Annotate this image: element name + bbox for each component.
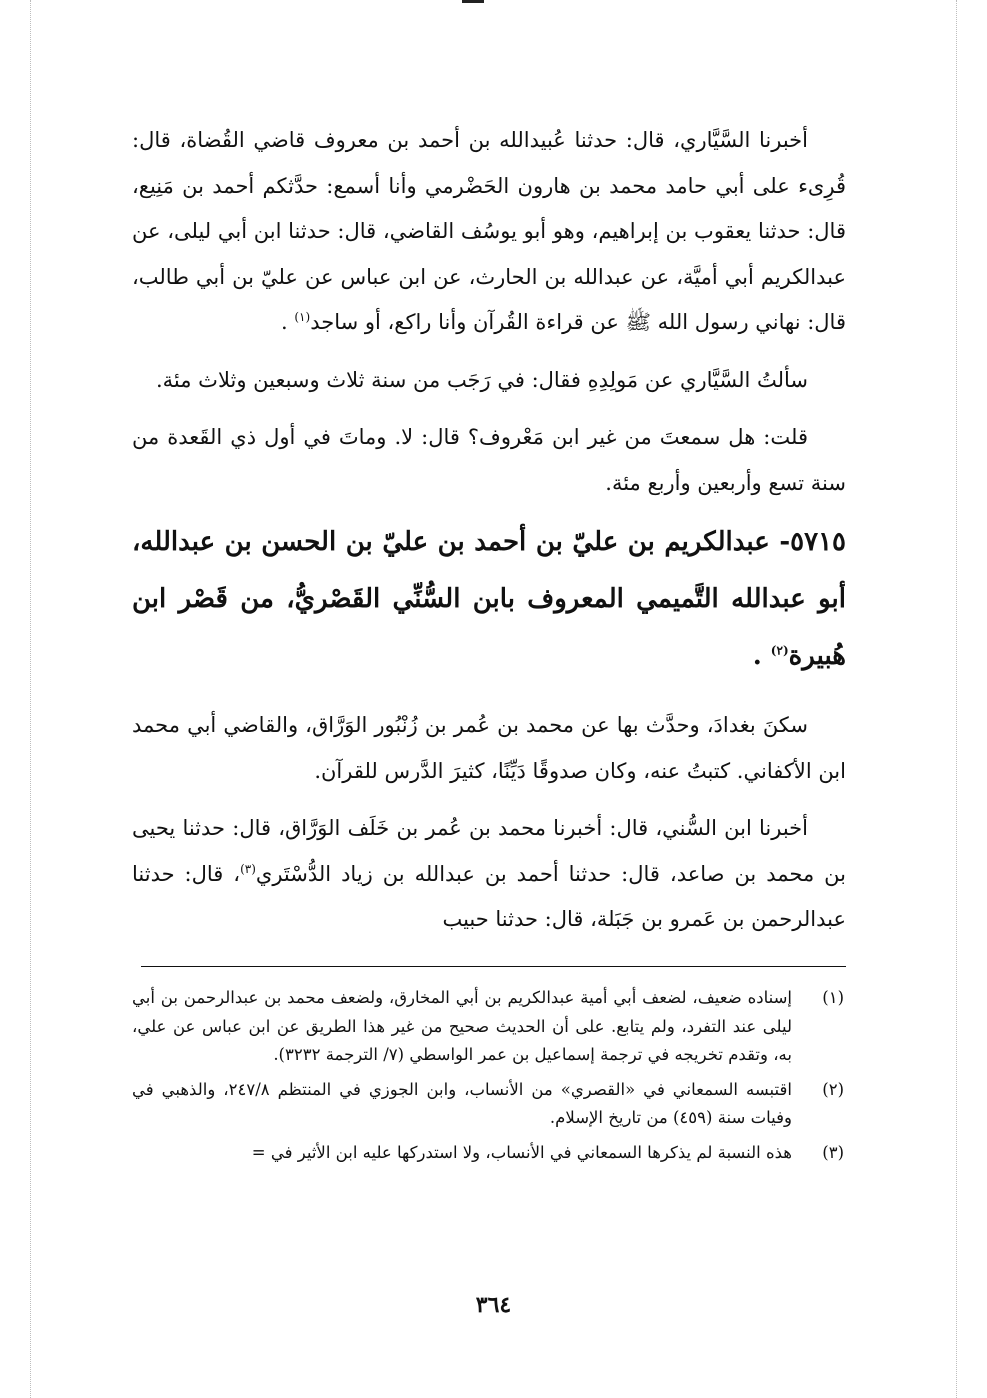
footnote-ref-2: (٢) — [770, 643, 789, 658]
paragraph-chain-2 — [132, 806, 846, 943]
page-number: ٣٦٤ — [475, 1292, 512, 1318]
top-edge-mark — [462, 0, 484, 3]
footnote-text: هذه النسبة لم يذكرها السمعاني في الأنساب، ولا استدركها عليه ابن الأثير في = — [251, 1142, 792, 1162]
main-text — [132, 118, 846, 943]
footnote-number: (٣) — [822, 1142, 844, 1162]
footnote-number: (٢) — [822, 1079, 844, 1099]
paragraph-text-cont: ، قال: حدثنا عبدالرحمن بن عَمرو بن جَبَلة، قال: حدثنا حبيب — [132, 861, 846, 931]
footnote-1 — [132, 984, 844, 1070]
scan-edge-left — [30, 0, 31, 1398]
scan-edge-right — [956, 0, 957, 1398]
paragraph-hadith-chain — [132, 118, 846, 346]
biography-entry-heading — [132, 514, 846, 685]
footnote-text: إسناده ضعيف، لضعف أبي أمية عبدالكريم بن أبي المخارق، ولضعف محمد بن عبدالرحمن بن أبي ليلى عند التفرد، ولم يتابع. على أن الحديث صحيح من غير هذا الطريق عن ابن عباس عن علي، به، وتقدم تخريجه في ترجمة إسماعيل بن عمر الواسطي (٧/ الترجمة ٣٢٣٢). — [132, 988, 792, 1064]
footnote-ref-3: (٣) — [240, 861, 256, 876]
footnotes — [132, 984, 844, 1173]
paragraph-death: قلت: هل سمعتَ من غير ابن مَعْروف؟ قال: لا. وماتَ في أول ذي القَعدة من سنة تسع وأربعين وأربع مئة. — [132, 425, 846, 495]
footnote-ref-1: (١) — [294, 310, 311, 324]
paragraph-birth: سألتُ السَّيَّاري عن مَولِدِهِ فقال: في رَجَب من سنة ثلاث وسبعين وثلاث مئة. — [155, 367, 808, 392]
entry-title: عبدالكريم بن عليّ بن أحمد بن عليّ بن الحسن بن عبدالله، أبو عبدالله التَّميمي المعروف بابن السُّنِّي القَصْريُّ، من قَصْر ابن هُبيرة — [132, 527, 846, 671]
entry-number: ٥٧١٥- — [779, 527, 846, 557]
footnote-divider — [141, 966, 846, 967]
footnote-3 — [132, 1139, 844, 1168]
footnote-2 — [132, 1076, 844, 1133]
footnote-number: (١) — [822, 988, 844, 1007]
paragraph-text: أخبرنا السَّيَّاري، قال: حدثنا عُبيدالله بن أحمد بن معروف قاضي القُضاة، قال: قُرِىء على أبي حامد محمد بن هارون الحَضْرمي وأنا أسمع: حدَّثكم أحمد بن مَنِيع، قال: حدثنا يعقوب بن إبراهيم، وهو أبو يوسُف القاضي، قال: حدثنا ابن أبي ليلى، عن عبدالكريم أبي أميَّة، عن عبدالله بن الحارث، عن ابن عباس عن عليّ بن أبي طالب، قال: نهاني رسول الله ﷺ عن قراءة القُرآن وأنا راكع، أو ساجد — [132, 128, 846, 334]
paragraph-end: . — [281, 310, 295, 334]
footnote-text: اقتبسه السمعاني في «القصري» من الأنساب، وابن الجوزي في المنتظم ٢٤٧/٨، والذهبي في وفيات سنة (٤٥٩) من تاريخ الإسلام. — [132, 1079, 792, 1127]
entry-end: . — [752, 641, 771, 671]
paragraph-residence: سكنَ بغدادَ، وحدَّث بها عن محمد بن عُمر بن زُنْبُور الوَرَّاق، والقاضي أبي محمد ابن الأكفاني. كتبتُ عنه، وكان صدوقًا دَيِّنًا، كثيرَ الدَّرس للقرآن. — [132, 713, 846, 783]
paragraph-text: أخبرنا ابن السُّني، قال: أخبرنا محمد بن عُمر بن خَلَف الوَرَّاق، قال: حدثنا يحيى بن محمد بن صاعد، قال: حدثنا أحمد بن عبدالله بن زياد الدُّسْتَري — [132, 816, 847, 886]
